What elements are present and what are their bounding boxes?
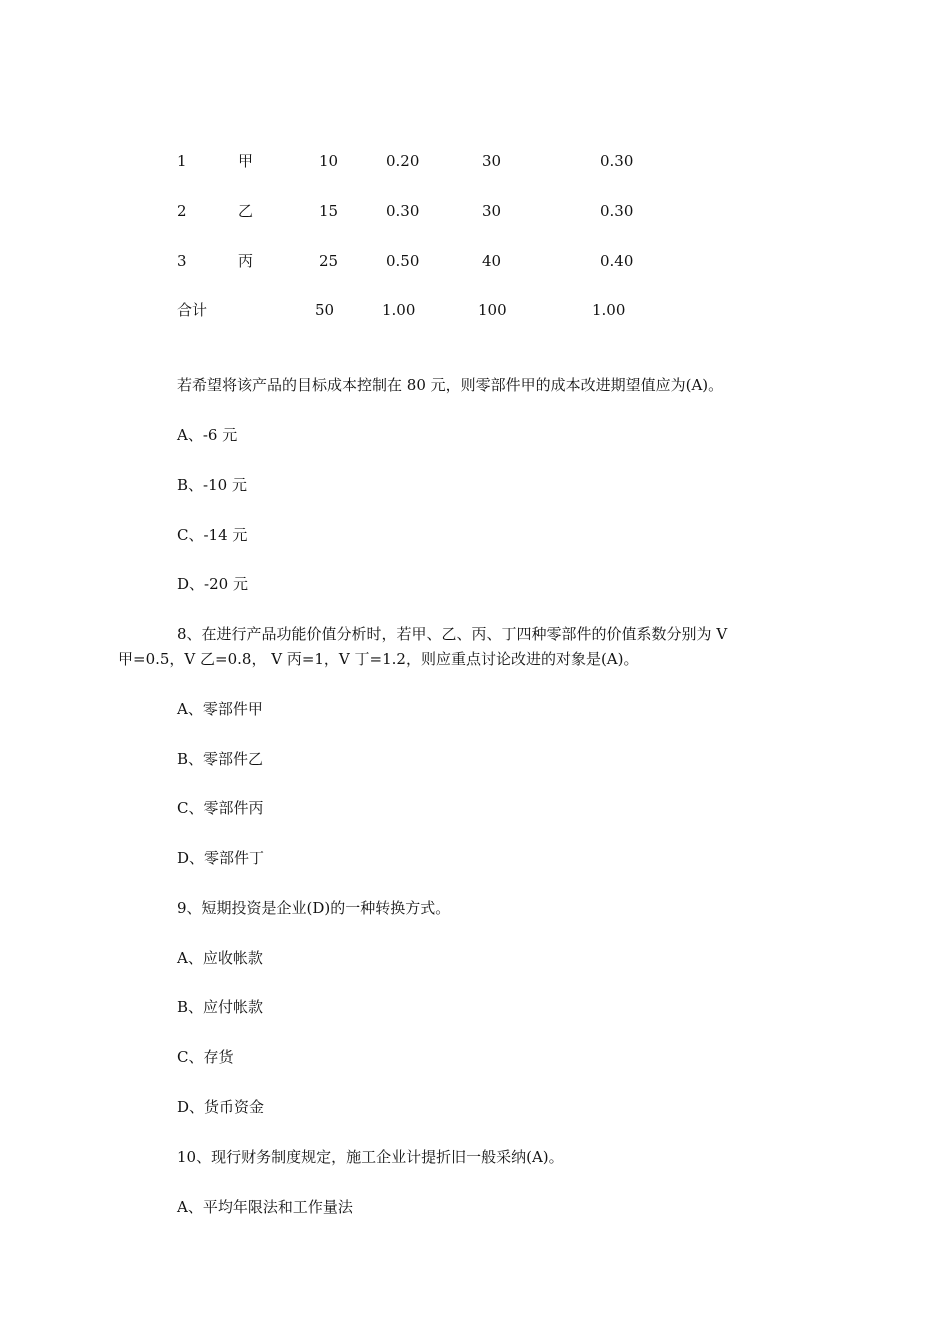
total-cost-coefficient: 1.00 bbox=[382, 301, 416, 319]
total-function-score: 100 bbox=[478, 301, 507, 319]
function-coefficient: 0.30 bbox=[600, 152, 634, 170]
cost-coefficient: 0.20 bbox=[386, 152, 420, 170]
answer-option: B、应付帐款 bbox=[177, 998, 264, 1016]
question-stem: 若希望将该产品的目标成本控制在 80 元，则零部件甲的成本改进期望值应为(A)。 bbox=[177, 376, 724, 394]
question-stem: 9、短期投资是企业(D)的一种转换方式。 bbox=[177, 899, 451, 917]
cost-coefficient: 0.30 bbox=[386, 202, 420, 220]
row-number: 1 bbox=[177, 152, 187, 170]
cost-value: 15 bbox=[319, 202, 339, 220]
total-function-coefficient: 1.00 bbox=[592, 301, 626, 319]
part-name: 丙 bbox=[238, 252, 254, 270]
question-stem: 10、现行财务制度规定，施工企业计提折旧一般采纳(A)。 bbox=[177, 1148, 564, 1166]
answer-option: C、-14 元 bbox=[177, 526, 248, 544]
answer-option: A、应收帐款 bbox=[177, 949, 263, 967]
answer-option: B、-10 元 bbox=[177, 476, 247, 494]
answer-option: B、零部件乙 bbox=[177, 750, 264, 768]
answer-option: A、平均年限法和工作量法 bbox=[177, 1198, 353, 1216]
part-name: 甲 bbox=[238, 152, 254, 170]
function-coefficient: 0.40 bbox=[600, 252, 634, 270]
cost-coefficient: 0.50 bbox=[386, 252, 420, 270]
table-row bbox=[0, 201, 950, 221]
answer-option: D、-20 元 bbox=[177, 575, 248, 593]
answer-option: D、零部件丁 bbox=[177, 849, 265, 867]
question-stem-continued: 甲=0.5，V 乙=0.8， V 丙=1，V 丁=1.2，则应重点讨论改进的对象是(A)。 bbox=[118, 650, 639, 668]
function-coefficient: 0.30 bbox=[600, 202, 634, 220]
answer-option: A、-6 元 bbox=[177, 426, 238, 444]
cost-value: 10 bbox=[319, 152, 339, 170]
question-stem: 8、在进行产品功能价值分析时，若甲、乙、丙、丁四种零部件的价值系数分别为 V bbox=[177, 625, 728, 643]
table-row bbox=[0, 151, 950, 171]
function-score: 30 bbox=[482, 152, 502, 170]
total-label: 合计 bbox=[177, 301, 208, 319]
answer-option: C、零部件丙 bbox=[177, 799, 264, 817]
function-score: 40 bbox=[482, 252, 502, 270]
answer-option: A、零部件甲 bbox=[177, 700, 263, 718]
row-number: 3 bbox=[177, 252, 187, 270]
answer-option: D、货币资金 bbox=[177, 1098, 265, 1116]
total-cost: 50 bbox=[315, 301, 335, 319]
function-score: 30 bbox=[482, 202, 502, 220]
cost-value: 25 bbox=[319, 252, 339, 270]
table-total-row bbox=[0, 300, 950, 320]
table-row bbox=[0, 251, 950, 271]
part-name: 乙 bbox=[238, 202, 254, 220]
row-number: 2 bbox=[177, 202, 187, 220]
answer-option: C、存货 bbox=[177, 1048, 234, 1066]
